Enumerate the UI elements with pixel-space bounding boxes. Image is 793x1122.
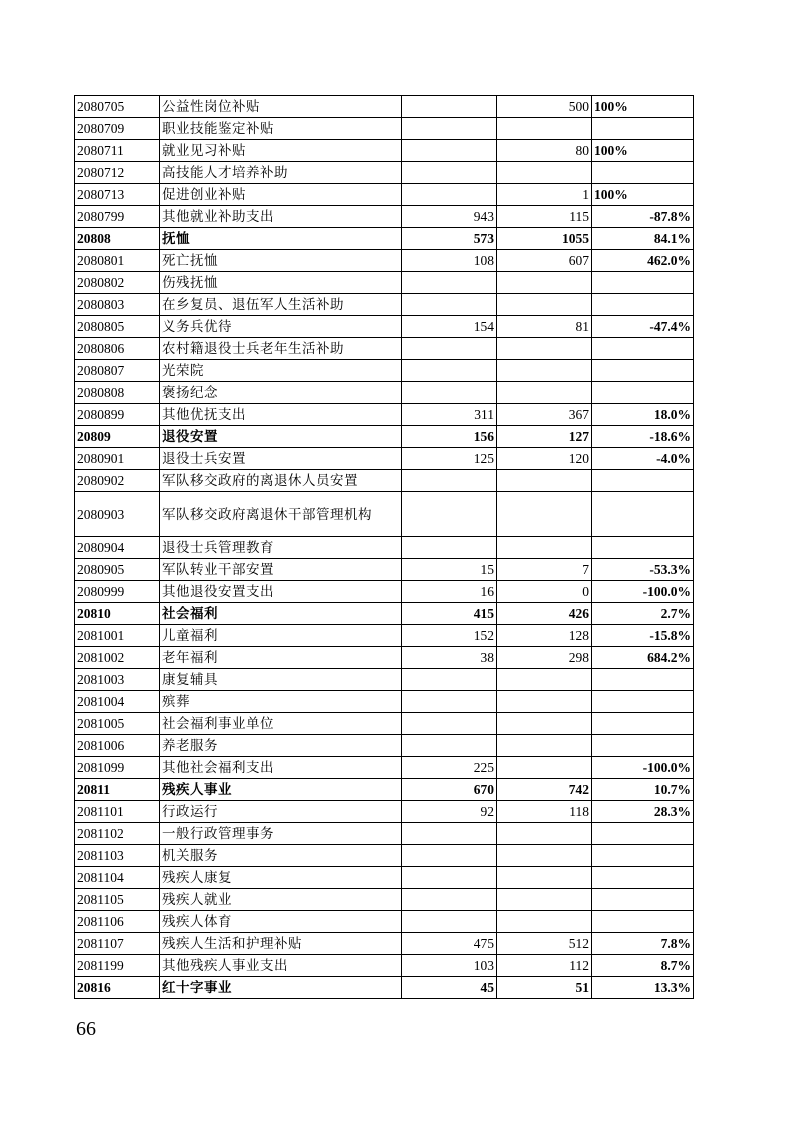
table-row xyxy=(75,184,694,206)
value-1-cell xyxy=(402,184,497,206)
value-1-cell xyxy=(402,118,497,140)
value-1-cell xyxy=(402,823,497,845)
change-percent-cell: -18.6% xyxy=(592,426,694,448)
code-cell: 2080904 xyxy=(75,537,160,559)
value-1-cell xyxy=(402,360,497,382)
change-percent-cell xyxy=(592,823,694,845)
code-cell: 2080999 xyxy=(75,581,160,603)
change-percent-cell: -4.0% xyxy=(592,448,694,470)
budget-table xyxy=(74,95,694,999)
code-cell: 2080705 xyxy=(75,96,160,118)
value-2-cell xyxy=(497,360,592,382)
code-cell: 2080802 xyxy=(75,272,160,294)
change-percent-cell: 8.7% xyxy=(592,955,694,977)
value-1-cell xyxy=(402,691,497,713)
code-cell: 2081199 xyxy=(75,955,160,977)
value-2-cell: 1 xyxy=(497,184,592,206)
change-percent-cell xyxy=(592,669,694,691)
change-percent-cell: 100% xyxy=(592,140,694,162)
table-body xyxy=(75,96,694,999)
item-name-cell: 褒扬纪念 xyxy=(160,382,402,404)
item-name-cell: 义务兵优待 xyxy=(160,316,402,338)
item-name-cell: 在乡复员、退伍军人生活补助 xyxy=(160,294,402,316)
change-percent-cell: 28.3% xyxy=(592,801,694,823)
value-2-cell: 51 xyxy=(497,977,592,999)
table-row xyxy=(75,647,694,669)
value-2-cell xyxy=(497,294,592,316)
table-row xyxy=(75,250,694,272)
value-1-cell xyxy=(402,911,497,933)
value-2-cell: 426 xyxy=(497,603,592,625)
item-name-cell: 抚恤 xyxy=(160,228,402,250)
code-cell: 2080899 xyxy=(75,404,160,426)
value-2-cell xyxy=(497,911,592,933)
value-1-cell xyxy=(402,735,497,757)
code-cell: 2080901 xyxy=(75,448,160,470)
item-name-cell: 社会福利 xyxy=(160,603,402,625)
change-percent-cell xyxy=(592,867,694,889)
item-name-cell: 其他社会福利支出 xyxy=(160,757,402,779)
item-name-cell: 一般行政管理事务 xyxy=(160,823,402,845)
item-name-cell: 老年福利 xyxy=(160,647,402,669)
value-1-cell: 225 xyxy=(402,757,497,779)
item-name-cell: 其他残疾人事业支出 xyxy=(160,955,402,977)
code-cell: 2081002 xyxy=(75,647,160,669)
change-percent-cell: 13.3% xyxy=(592,977,694,999)
value-1-cell xyxy=(402,889,497,911)
code-cell: 2080905 xyxy=(75,559,160,581)
code-cell: 2081099 xyxy=(75,757,160,779)
value-2-cell: 742 xyxy=(497,779,592,801)
table-row xyxy=(75,955,694,977)
change-percent-cell: 18.0% xyxy=(592,404,694,426)
table-row xyxy=(75,294,694,316)
table-row xyxy=(75,426,694,448)
code-cell: 2081104 xyxy=(75,867,160,889)
value-1-cell: 415 xyxy=(402,603,497,625)
table-row xyxy=(75,316,694,338)
change-percent-cell: -100.0% xyxy=(592,757,694,779)
table-row xyxy=(75,537,694,559)
item-name-cell: 其他就业补助支出 xyxy=(160,206,402,228)
change-percent-cell: 7.8% xyxy=(592,933,694,955)
item-name-cell: 社会福利事业单位 xyxy=(160,713,402,735)
value-2-cell xyxy=(497,338,592,360)
value-2-cell: 367 xyxy=(497,404,592,426)
code-cell: 2081107 xyxy=(75,933,160,955)
change-percent-cell xyxy=(592,492,694,537)
value-2-cell xyxy=(497,162,592,184)
value-2-cell: 112 xyxy=(497,955,592,977)
change-percent-cell: 684.2% xyxy=(592,647,694,669)
table-row xyxy=(75,801,694,823)
value-2-cell: 298 xyxy=(497,647,592,669)
table-row xyxy=(75,845,694,867)
item-name-cell: 康复辅具 xyxy=(160,669,402,691)
table-row xyxy=(75,779,694,801)
code-cell: 2080808 xyxy=(75,382,160,404)
value-2-cell: 128 xyxy=(497,625,592,647)
item-name-cell: 儿童福利 xyxy=(160,625,402,647)
item-name-cell: 促进创业补贴 xyxy=(160,184,402,206)
table-row xyxy=(75,625,694,647)
table-row xyxy=(75,977,694,999)
table-row xyxy=(75,933,694,955)
change-percent-cell xyxy=(592,162,694,184)
value-2-cell xyxy=(497,867,592,889)
value-2-cell: 0 xyxy=(497,581,592,603)
table-row xyxy=(75,382,694,404)
value-2-cell xyxy=(497,669,592,691)
item-name-cell: 光荣院 xyxy=(160,360,402,382)
code-cell: 2081101 xyxy=(75,801,160,823)
item-name-cell: 就业见习补贴 xyxy=(160,140,402,162)
item-name-cell: 红十字事业 xyxy=(160,977,402,999)
item-name-cell: 退役士兵安置 xyxy=(160,448,402,470)
item-name-cell: 其他退役安置支出 xyxy=(160,581,402,603)
change-percent-cell: -47.4% xyxy=(592,316,694,338)
value-1-cell: 670 xyxy=(402,779,497,801)
value-1-cell: 92 xyxy=(402,801,497,823)
code-cell: 2081006 xyxy=(75,735,160,757)
code-cell: 2081004 xyxy=(75,691,160,713)
item-name-cell: 死亡抚恤 xyxy=(160,250,402,272)
value-1-cell: 15 xyxy=(402,559,497,581)
code-cell: 2080803 xyxy=(75,294,160,316)
value-1-cell: 154 xyxy=(402,316,497,338)
code-cell: 2081005 xyxy=(75,713,160,735)
change-percent-cell xyxy=(592,338,694,360)
value-1-cell: 108 xyxy=(402,250,497,272)
table-row xyxy=(75,272,694,294)
value-2-cell xyxy=(497,382,592,404)
value-1-cell: 475 xyxy=(402,933,497,955)
item-name-cell: 残疾人事业 xyxy=(160,779,402,801)
code-cell: 2080799 xyxy=(75,206,160,228)
table-row xyxy=(75,470,694,492)
table-row xyxy=(75,889,694,911)
table-row xyxy=(75,206,694,228)
value-2-cell xyxy=(497,492,592,537)
value-2-cell: 7 xyxy=(497,559,592,581)
change-percent-cell: 100% xyxy=(592,184,694,206)
table-row xyxy=(75,691,694,713)
code-cell: 20811 xyxy=(75,779,160,801)
value-2-cell xyxy=(497,757,592,779)
code-cell: 2081106 xyxy=(75,911,160,933)
value-2-cell xyxy=(497,713,592,735)
value-2-cell xyxy=(497,691,592,713)
change-percent-cell xyxy=(592,911,694,933)
change-percent-cell xyxy=(592,537,694,559)
value-1-cell xyxy=(402,713,497,735)
value-1-cell xyxy=(402,470,497,492)
value-2-cell: 80 xyxy=(497,140,592,162)
code-cell: 2081103 xyxy=(75,845,160,867)
item-name-cell: 退役安置 xyxy=(160,426,402,448)
change-percent-cell: 2.7% xyxy=(592,603,694,625)
change-percent-cell: 462.0% xyxy=(592,250,694,272)
value-2-cell: 127 xyxy=(497,426,592,448)
change-percent-cell xyxy=(592,272,694,294)
value-2-cell xyxy=(497,845,592,867)
item-name-cell: 军队转业干部安置 xyxy=(160,559,402,581)
value-1-cell: 156 xyxy=(402,426,497,448)
table-row xyxy=(75,492,694,537)
table-row xyxy=(75,581,694,603)
value-1-cell xyxy=(402,382,497,404)
table-row xyxy=(75,140,694,162)
value-1-cell: 103 xyxy=(402,955,497,977)
value-1-cell xyxy=(402,867,497,889)
change-percent-cell xyxy=(592,889,694,911)
change-percent-cell xyxy=(592,713,694,735)
table-row xyxy=(75,360,694,382)
value-1-cell xyxy=(402,492,497,537)
item-name-cell: 残疾人生活和护理补贴 xyxy=(160,933,402,955)
change-percent-cell xyxy=(592,735,694,757)
change-percent-cell xyxy=(592,470,694,492)
table-row xyxy=(75,448,694,470)
table-row xyxy=(75,669,694,691)
item-name-cell: 军队移交政府离退休干部管理机构 xyxy=(160,492,402,537)
value-1-cell: 45 xyxy=(402,977,497,999)
value-1-cell xyxy=(402,162,497,184)
value-1-cell: 16 xyxy=(402,581,497,603)
value-2-cell xyxy=(497,735,592,757)
change-percent-cell xyxy=(592,294,694,316)
value-1-cell: 125 xyxy=(402,448,497,470)
value-2-cell: 512 xyxy=(497,933,592,955)
value-1-cell xyxy=(402,338,497,360)
value-2-cell: 118 xyxy=(497,801,592,823)
item-name-cell: 退役士兵管理教育 xyxy=(160,537,402,559)
code-cell: 20810 xyxy=(75,603,160,625)
table-row xyxy=(75,228,694,250)
code-cell: 2081003 xyxy=(75,669,160,691)
value-2-cell xyxy=(497,889,592,911)
change-percent-cell xyxy=(592,118,694,140)
change-percent-cell: -15.8% xyxy=(592,625,694,647)
code-cell: 2080807 xyxy=(75,360,160,382)
table-row xyxy=(75,911,694,933)
code-cell: 20816 xyxy=(75,977,160,999)
code-cell: 2080806 xyxy=(75,338,160,360)
code-cell: 2081102 xyxy=(75,823,160,845)
code-cell: 2080713 xyxy=(75,184,160,206)
page-number: 66 xyxy=(76,1018,96,1040)
change-percent-cell xyxy=(592,691,694,713)
code-cell: 2080805 xyxy=(75,316,160,338)
item-name-cell: 高技能人才培养补助 xyxy=(160,162,402,184)
code-cell: 2080903 xyxy=(75,492,160,537)
table-row xyxy=(75,96,694,118)
item-name-cell: 残疾人体育 xyxy=(160,911,402,933)
value-1-cell xyxy=(402,294,497,316)
item-name-cell: 军队移交政府的离退休人员安置 xyxy=(160,470,402,492)
change-percent-cell xyxy=(592,382,694,404)
item-name-cell: 职业技能鉴定补贴 xyxy=(160,118,402,140)
item-name-cell: 行政运行 xyxy=(160,801,402,823)
code-cell: 2080902 xyxy=(75,470,160,492)
item-name-cell: 公益性岗位补贴 xyxy=(160,96,402,118)
value-1-cell xyxy=(402,96,497,118)
value-2-cell: 1055 xyxy=(497,228,592,250)
value-2-cell: 500 xyxy=(497,96,592,118)
value-2-cell xyxy=(497,823,592,845)
change-percent-cell: 10.7% xyxy=(592,779,694,801)
change-percent-cell: 100% xyxy=(592,96,694,118)
value-1-cell xyxy=(402,845,497,867)
item-name-cell: 殡葬 xyxy=(160,691,402,713)
value-1-cell: 943 xyxy=(402,206,497,228)
table-row xyxy=(75,603,694,625)
code-cell: 2080711 xyxy=(75,140,160,162)
table-row xyxy=(75,735,694,757)
code-cell: 2080709 xyxy=(75,118,160,140)
table-row xyxy=(75,338,694,360)
value-1-cell xyxy=(402,272,497,294)
code-cell: 2081001 xyxy=(75,625,160,647)
change-percent-cell: -87.8% xyxy=(592,206,694,228)
table-row xyxy=(75,404,694,426)
change-percent-cell xyxy=(592,845,694,867)
table-row xyxy=(75,757,694,779)
table-row xyxy=(75,162,694,184)
value-2-cell xyxy=(497,118,592,140)
value-2-cell: 607 xyxy=(497,250,592,272)
value-1-cell: 573 xyxy=(402,228,497,250)
value-2-cell xyxy=(497,470,592,492)
value-1-cell: 38 xyxy=(402,647,497,669)
code-cell: 2081105 xyxy=(75,889,160,911)
code-cell: 20808 xyxy=(75,228,160,250)
item-name-cell: 机关服务 xyxy=(160,845,402,867)
table-row xyxy=(75,559,694,581)
value-1-cell: 152 xyxy=(402,625,497,647)
value-1-cell: 311 xyxy=(402,404,497,426)
change-percent-cell: -100.0% xyxy=(592,581,694,603)
value-2-cell xyxy=(497,272,592,294)
table-row xyxy=(75,867,694,889)
code-cell: 20809 xyxy=(75,426,160,448)
value-2-cell: 120 xyxy=(497,448,592,470)
item-name-cell: 残疾人康复 xyxy=(160,867,402,889)
table-row xyxy=(75,713,694,735)
change-percent-cell: -53.3% xyxy=(592,559,694,581)
item-name-cell: 其他优抚支出 xyxy=(160,404,402,426)
change-percent-cell: 84.1% xyxy=(592,228,694,250)
item-name-cell: 养老服务 xyxy=(160,735,402,757)
value-1-cell xyxy=(402,669,497,691)
value-2-cell: 115 xyxy=(497,206,592,228)
value-1-cell xyxy=(402,537,497,559)
item-name-cell: 伤残抚恤 xyxy=(160,272,402,294)
value-1-cell xyxy=(402,140,497,162)
code-cell: 2080801 xyxy=(75,250,160,272)
table-row xyxy=(75,118,694,140)
item-name-cell: 农村籍退役士兵老年生活补助 xyxy=(160,338,402,360)
value-2-cell xyxy=(497,537,592,559)
value-2-cell: 81 xyxy=(497,316,592,338)
table-row xyxy=(75,823,694,845)
item-name-cell: 残疾人就业 xyxy=(160,889,402,911)
code-cell: 2080712 xyxy=(75,162,160,184)
change-percent-cell xyxy=(592,360,694,382)
